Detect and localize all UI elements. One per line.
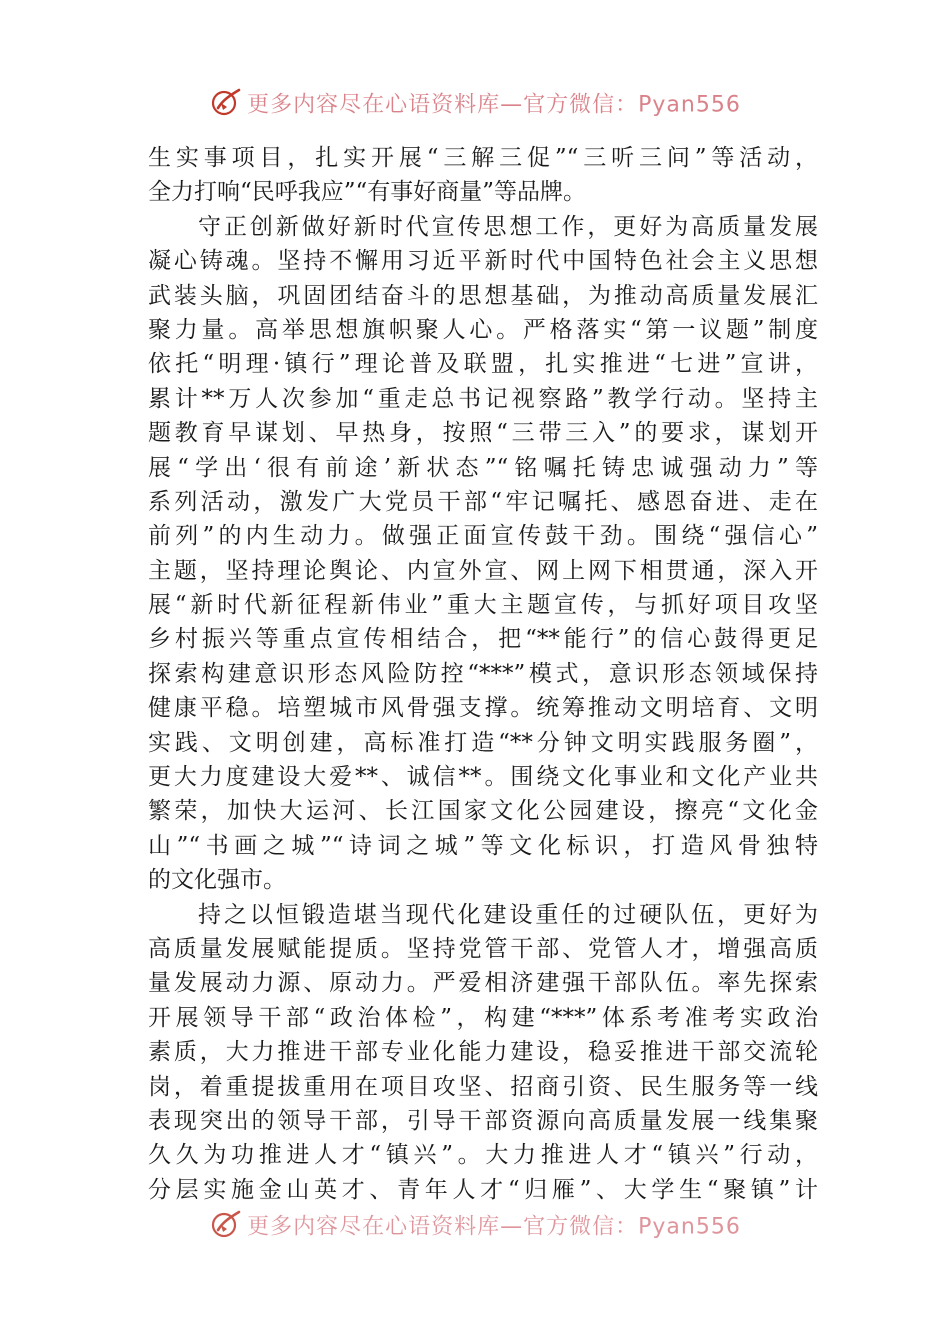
text-line: 乡村振兴等重点宣传相结合，把“**能行”的信心鼓得更足: [148, 626, 818, 653]
text-line: 岗，着重提拔重用在项目攻坚、招商引资、民生服务等一线: [148, 1073, 818, 1100]
text-line: 武装头脑，巩固团结奋斗的思想基础，为推动高质量发展汇: [148, 282, 818, 309]
text-line: 表现突出的领导干部，引导干部资源向高质量发展一线集聚: [148, 1107, 818, 1134]
brush-logo-icon: [209, 1208, 243, 1242]
paragraph: [148, 141, 818, 210]
paragraph: [148, 898, 818, 1208]
text-line: 展“新时代新征程新伟业”重大主题宣传，与抓好项目攻坚: [148, 592, 818, 619]
text-line: 持之以恒锻造堪当现代化建设重任的过硬队伍，更好为: [198, 901, 818, 928]
watermark-text: 更多内容尽在心语资料库—官方微信：Pyan556: [247, 92, 741, 118]
text-line: 更大力度建设大爱**、诚信**。围绕文化事业和文化产业共: [148, 764, 818, 791]
watermark-header: [0, 86, 950, 120]
brush-logo-icon: [209, 86, 243, 120]
text-line: 展“学出‘很有前途’新状态”“铭嘱托铸忠诚强动力”等: [148, 454, 818, 481]
text-line: 久久为功推进人才“镇兴”。大力推进人才“镇兴”行动，: [148, 1142, 818, 1169]
text-line: 累计**万人次参加“重走总书记视察路”教学行动。坚持主: [148, 385, 818, 412]
document-body: [148, 141, 818, 1207]
text-line: 生实事项目，扎实开展“三解三促”“三听三问”等活动，: [148, 145, 818, 171]
text-line: 主题，坚持理论舆论、内宣外宣、网上网下相贯通，深入开: [148, 557, 818, 584]
text-line: 分层实施金山英才、青年人才“归雁”、大学生“聚镇”计: [148, 1176, 818, 1203]
text-line: 依托“明理·镇行”理论普及联盟，扎实推进“七进”宣讲，: [148, 351, 818, 378]
text-line: 实践、文明创建，高标准打造“**分钟文明实践服务圈”，: [148, 729, 818, 756]
text-line: 素质，大力推进干部专业化能力建设，稳妥推进干部交流轮: [148, 1039, 818, 1066]
text-line: 前列”的内生动力。做强正面宣传鼓干劲。围绕“强信心”: [148, 523, 818, 550]
text-line: 的文化强市。: [148, 867, 286, 894]
text-line: 健康平稳。培塑城市风骨强支撑。统筹推动文明培育、文明: [148, 695, 818, 722]
watermark-footer: [0, 1208, 950, 1242]
text-line: 开展领导干部“政治体检”，构建“***”体系考准考实政治: [148, 1004, 818, 1031]
text-line: 山”“书画之城”“诗词之城”等文化标识，打造风骨独特: [148, 832, 818, 859]
text-line: 凝心铸魂。坚持不懈用习近平新时代中国特色社会主义思想: [148, 248, 818, 275]
text-line: 题教育早谋划、早热身，按照“三带三入”的要求，谋划开: [148, 420, 818, 447]
text-line: 全力打响“民呼我应”“有事好商量”等品牌。: [148, 179, 587, 206]
text-line: 系列活动，激发广大党员干部“牢记嘱托、感恩奋进、走在: [148, 488, 818, 515]
text-line: 量发展动力源、原动力。严爱相济建强干部队伍。率先探索: [148, 970, 818, 997]
text-line: 高质量发展赋能提质。坚持党管干部、党管人才，增强高质: [148, 935, 818, 962]
text-line: 繁荣，加快大运河、长江国家文化公园建设，擦亮“文化金: [148, 798, 818, 825]
text-line: 守正创新做好新时代宣传思想工作，更好为高质量发展: [198, 213, 818, 240]
text-line: 聚力量。高举思想旗帜聚人心。严格落实“第一议题”制度: [148, 316, 818, 343]
text-line: 探索构建意识形态风险防控“***”模式，意识形态领域保持: [148, 660, 818, 687]
watermark-text: 更多内容尽在心语资料库—官方微信：Pyan556: [247, 1214, 741, 1240]
paragraph: [148, 210, 818, 898]
